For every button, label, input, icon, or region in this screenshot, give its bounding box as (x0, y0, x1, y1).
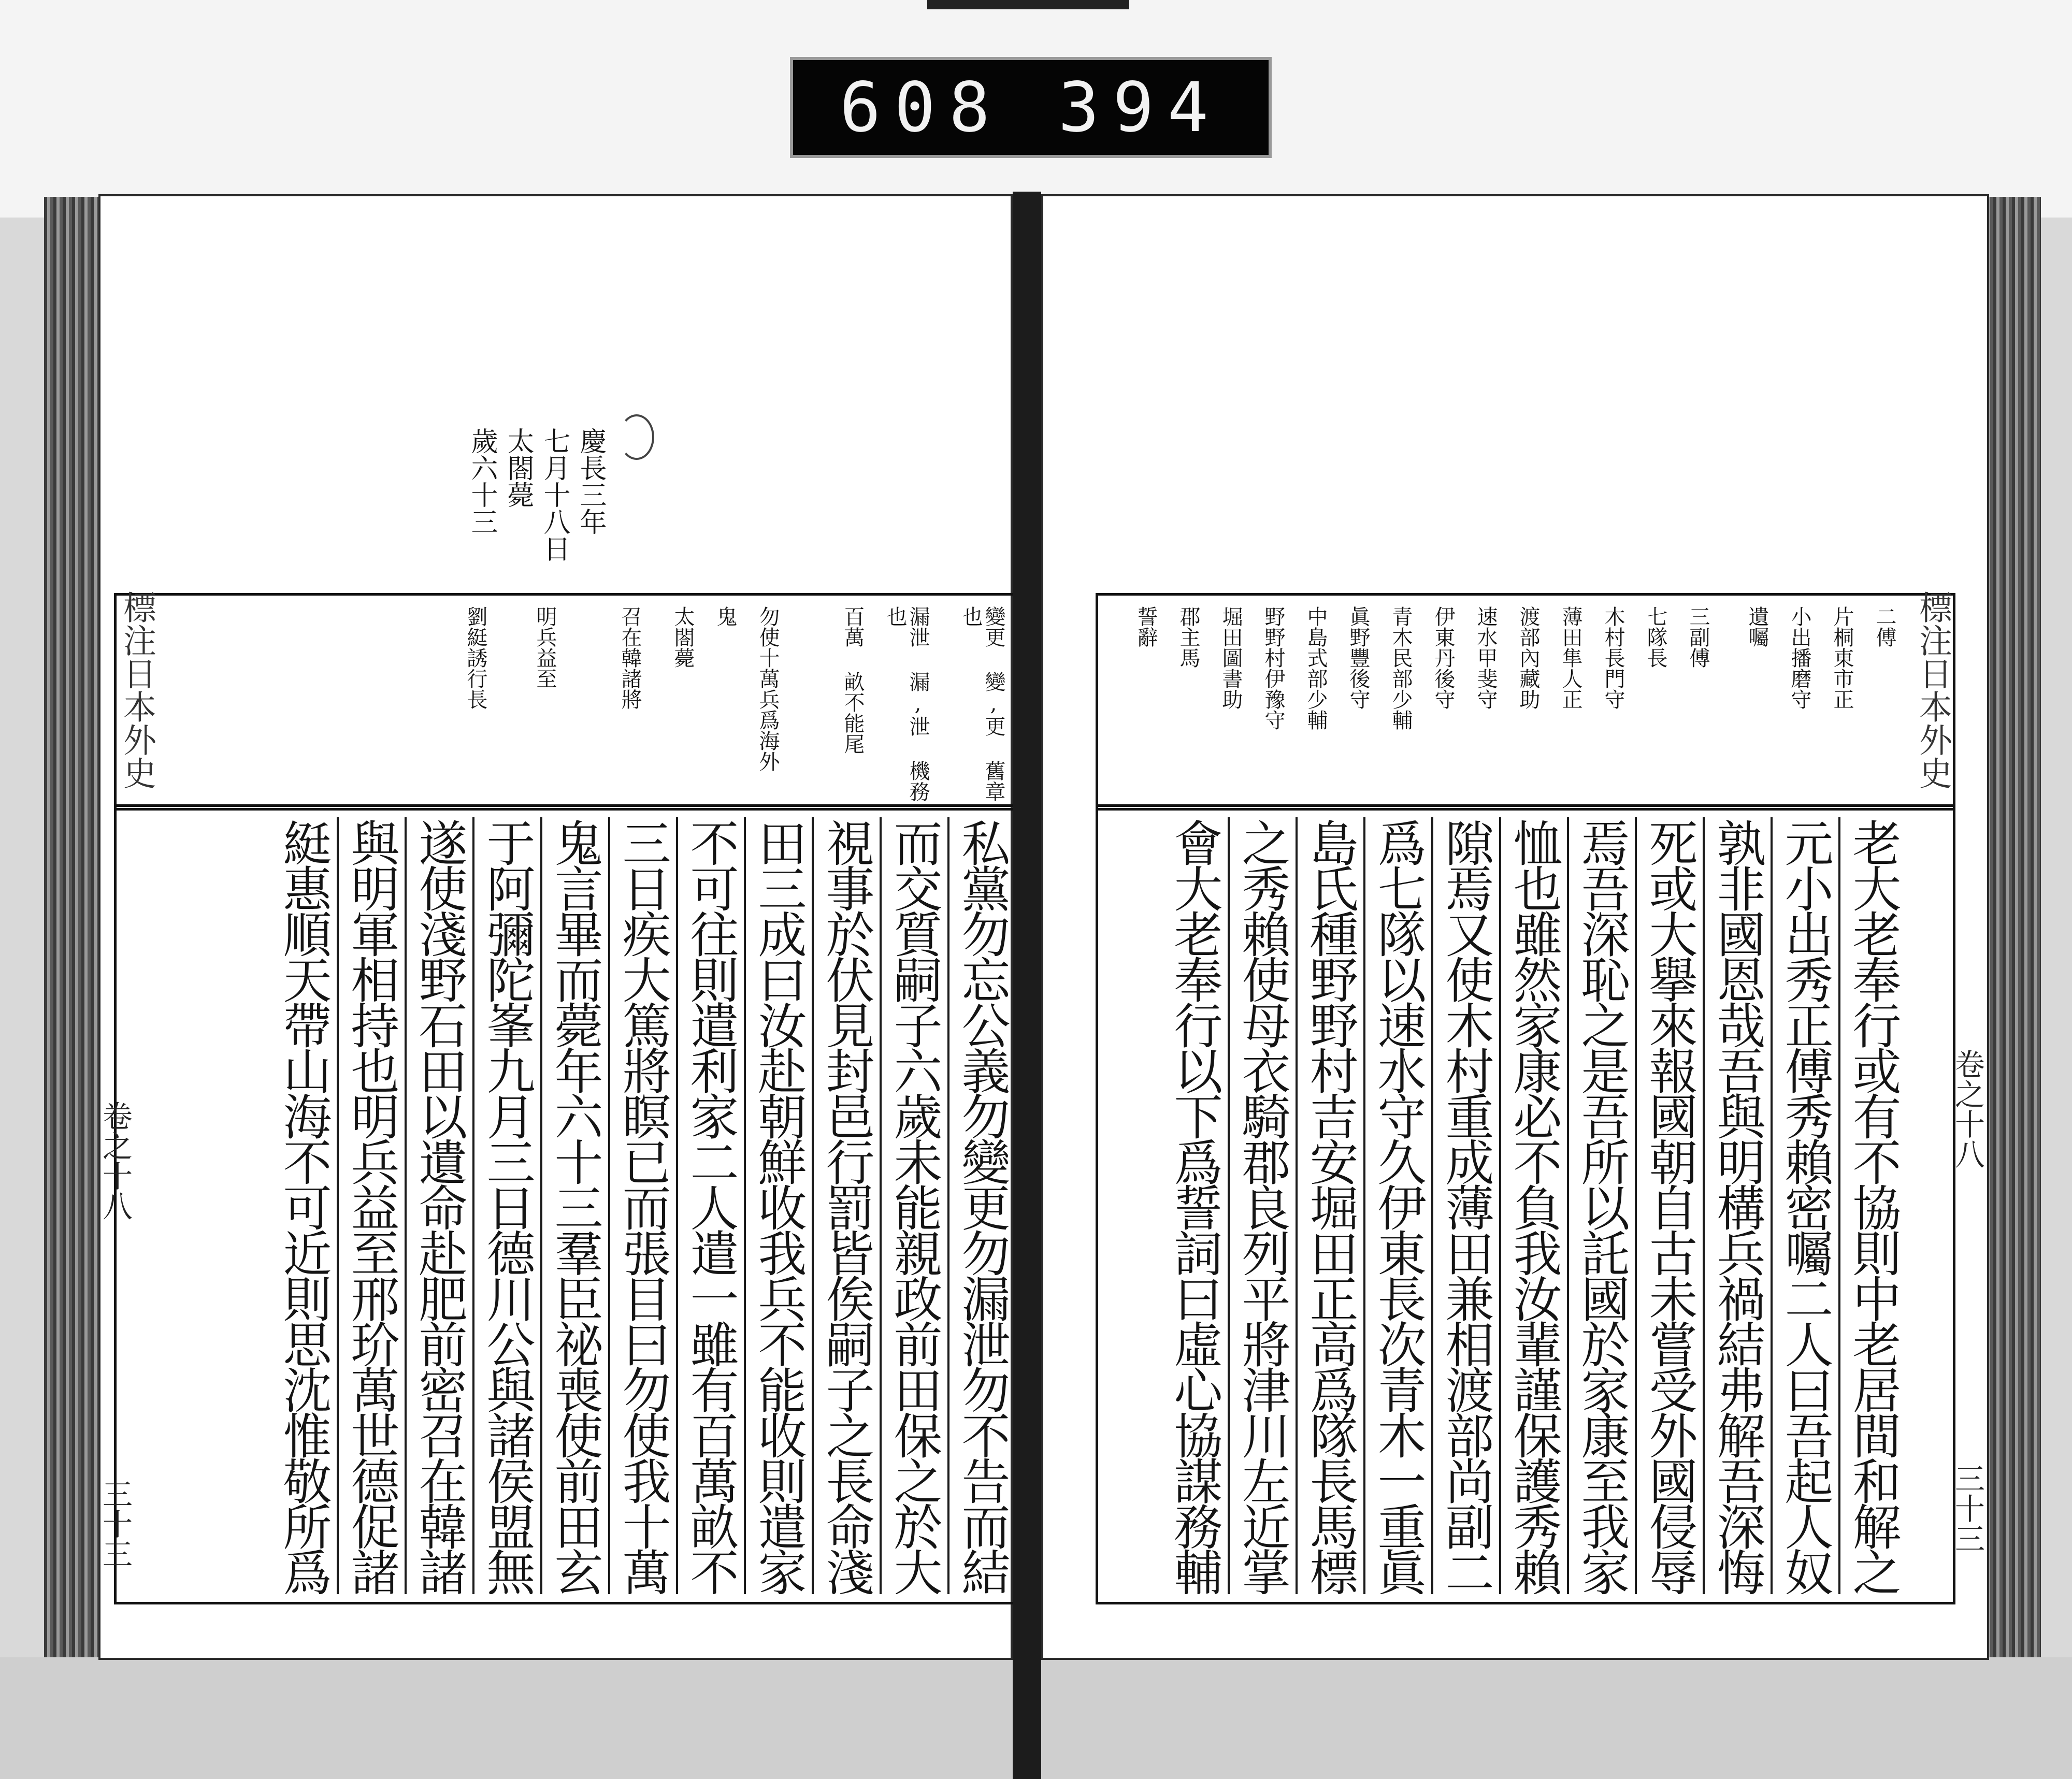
header-note: 勿使十萬兵爲海外 (756, 606, 780, 772)
header-note: 三副傅 (1686, 606, 1710, 668)
header-note: 百萬 畝不能尾 (841, 606, 865, 754)
header-note: 誓辭 (1134, 606, 1158, 647)
film-label-text: 608 394 (839, 67, 1222, 148)
top-edge-mark (927, 0, 1129, 9)
header-note: 七隊長 (1644, 606, 1667, 668)
header-note: 渡部內藏助 (1516, 606, 1540, 710)
pencil-circle-mark (619, 414, 654, 460)
text-column: 焉吾深恥之是吾所以託國於家康至我家 (1567, 817, 1635, 1594)
text-column: 私黨勿忘公義勿變更勿漏泄勿不告而結 (947, 817, 1015, 1594)
header-notes (444, 606, 1005, 803)
header-note: 漏泄 漏,泄 機務也 (883, 606, 930, 802)
header-note: 遺囑 (1745, 606, 1769, 647)
header-note: 明兵益至 (533, 606, 557, 689)
text-column: 不可往則遣利家二人遣一雖有百萬畝不 (676, 817, 744, 1594)
header-note: 薄田隼人正 (1559, 606, 1582, 710)
header-notes (1103, 606, 1896, 803)
header-note: 木村長門守 (1601, 606, 1625, 710)
text-column: 會大老奉行以下爲誓詞曰虛心協謀務輔 (1166, 818, 1222, 1593)
text-column: 而交質嗣子六歲未能親政前田保之於大 (880, 817, 947, 1594)
text-column: 綎惠順天帶山海不可近則思沈惟敬所爲 (275, 818, 331, 1593)
header-note: 伊東丹後守 (1431, 606, 1455, 710)
text-column: 視事於伏見封邑行罰皆俟嗣子之長命淺 (812, 817, 880, 1594)
text-column: 老大老奉行或有不協則中老居間和解之 (1838, 817, 1906, 1594)
text-column: 田三成曰汝赴朝鮮收我兵不能收則遣家 (744, 817, 812, 1594)
header-note: 二傅 (1873, 606, 1896, 647)
edge-volume: 卷之十八 (1950, 1049, 1985, 1169)
text-column: 孰非國恩哉吾與明構兵禍結弗解吾深悔 (1703, 817, 1771, 1594)
text-column: 恤也雖然家康必不負我汝輩謹保護秀賴 (1499, 817, 1567, 1594)
header-note: 中島式部少輔 (1304, 606, 1328, 730)
header-note: 郡主馬 (1176, 606, 1200, 668)
header-note: 鬼 (713, 606, 737, 627)
page-number: 三十三 (1950, 1463, 1985, 1553)
header-note: 小出播磨守 (1788, 606, 1811, 710)
header-note: 劉綎誘行長 (464, 606, 487, 710)
header-note: 召在韓諸將 (618, 606, 642, 710)
text-column: 之秀賴使母衣騎郡良列平將津川左近掌 (1228, 817, 1296, 1594)
header-note: 片桐東市正 (1830, 606, 1854, 710)
page-number-left: 三十三 (97, 1479, 133, 1569)
edge-volume: 卷之十八 (97, 1101, 133, 1221)
text-column: 島氏種野野村吉安堀田正高爲隊長馬標 (1296, 817, 1363, 1594)
edge-title: 標注日本外史 (1913, 590, 1952, 789)
margin-note-line: 太閤薨 (502, 427, 534, 508)
header-note: 眞野豐後守 (1346, 606, 1370, 710)
header-note: 青木民部少輔 (1389, 606, 1413, 730)
main-text-box (1096, 804, 1955, 1604)
text-column: 遂使淺野石田以遺命赴肥前密召在韓諸 (405, 817, 472, 1594)
margin-note-line: 慶長三年 (575, 427, 606, 535)
header-annotation-box (1096, 590, 1955, 811)
text-column: 死或大擧來報國朝自古未嘗受外國侵辱 (1635, 817, 1703, 1594)
header-note: 野野村伊豫守 (1261, 606, 1285, 730)
header-note: 堀田圖書助 (1219, 606, 1243, 710)
header-annotation-box (114, 590, 1018, 811)
text-column: 與明軍相持也明兵益至邢玠萬世德促諸 (337, 817, 405, 1594)
edge-title: 標注日本外史 (118, 590, 156, 789)
text-column: 隙焉又使木村重成薄田兼相渡部尚副二 (1431, 817, 1499, 1594)
text-column: 爲七隊以速水守久伊東長次青木一重眞 (1363, 817, 1431, 1594)
left-page (98, 194, 1013, 1660)
book-gutter (1013, 192, 1041, 1779)
right-page-edge (1984, 197, 2041, 1668)
main-text-box (114, 804, 1018, 1604)
film-label (790, 57, 1272, 158)
header-note: 變更 變,更 舊章也 (959, 606, 1005, 802)
text-column: 于阿彌陀峯九月三日德川公與諸侯盟無 (472, 817, 540, 1594)
text-column: 鬼言畢而薨年六十三羣臣祕喪使前田玄 (540, 817, 608, 1594)
text-column: 元小出秀正傅秀賴密囑二人曰吾起人奴 (1771, 817, 1838, 1594)
header-note: 太閤薨 (671, 606, 695, 668)
text-column: 三日疾大篤將瞑已而張目曰勿使我十萬 (608, 817, 676, 1594)
text-columns (1160, 817, 1906, 1592)
margin-note-line: 七月十八日 (539, 427, 570, 562)
text-columns (269, 817, 1015, 1592)
header-note: 速水甲斐守 (1474, 606, 1498, 710)
margin-note-line: 歲六十三 (466, 427, 497, 535)
left-page-edge (44, 197, 101, 1668)
